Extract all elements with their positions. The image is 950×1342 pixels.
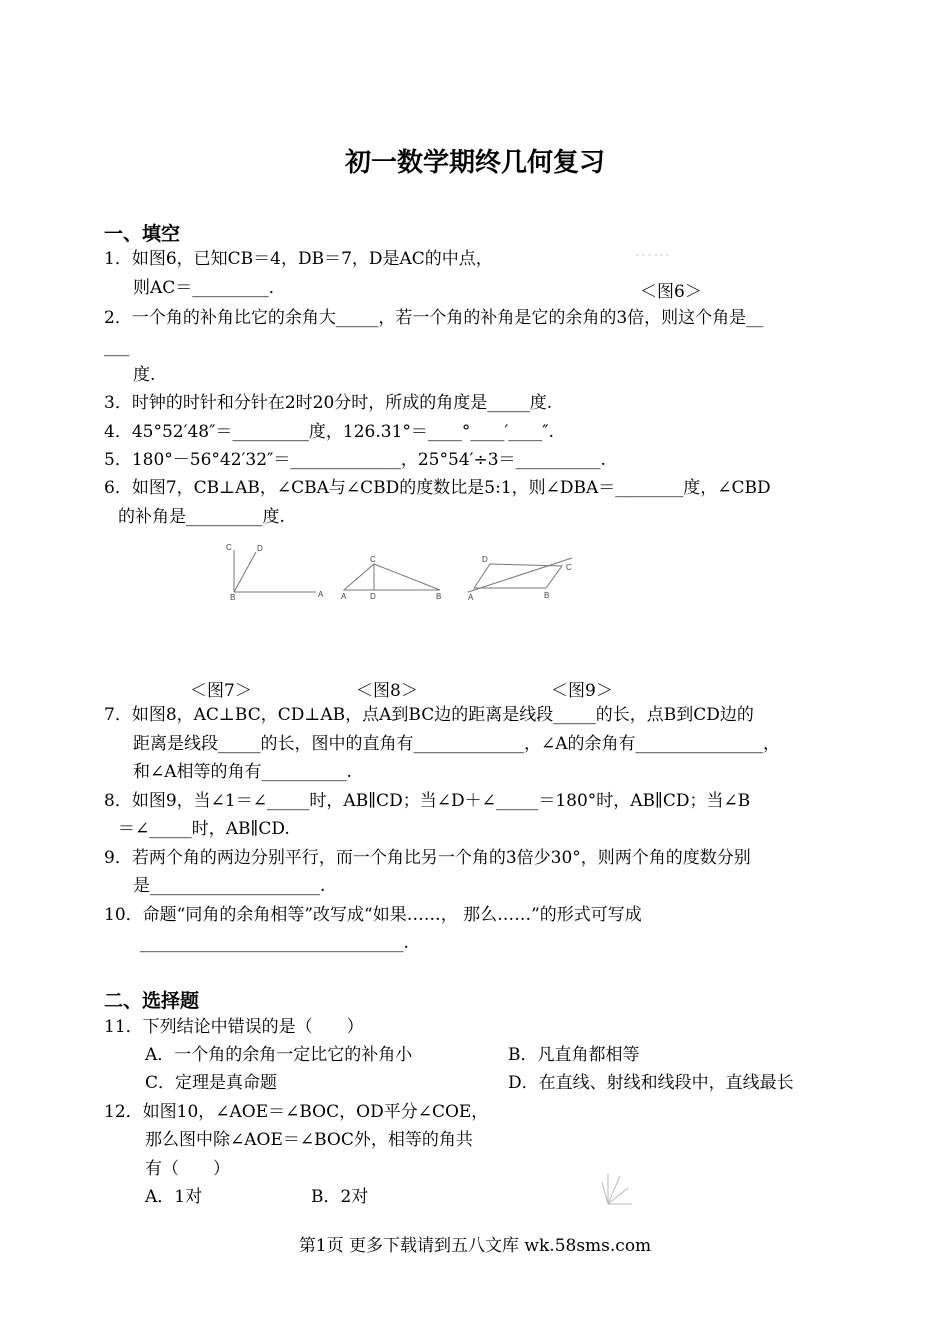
question-1-line-2: 则AC＝_________． <box>133 278 286 298</box>
fig8-label-b: B <box>436 592 442 601</box>
question-6-line-2: 的补角是_________度. <box>118 507 285 527</box>
question-5: 5．180°－56°42′32″＝_____________，25°54′÷3＝__________. <box>104 450 606 470</box>
question-7-line-3: 和∠A相等的角有__________. <box>133 762 352 782</box>
question-7-line-2: 距离是线段_____的长，图中的直角有_____________，∠A的余角有_______________， <box>133 734 781 754</box>
question-6-line-1: 6．如图7，CB⊥AB，∠CBA与∠CBD的度数比是5:1，则∠DBA＝________度，∠CBD <box>104 478 771 498</box>
fig7-label-a: A <box>318 590 324 599</box>
question-2-line-1: 2．一个角的补角比它的余角大_____，若一个角的补角是它的余角的3倍，则这个角是__ <box>104 308 764 328</box>
question-7-line-1: 7．如图8，AC⊥BC，CD⊥AB，点A到BC边的距离是线段_____的长，点B到CD边的 <box>104 705 754 725</box>
question-2-line-3: 度. <box>133 365 156 385</box>
question-12-option-a: A．1对 <box>145 1187 203 1207</box>
figure-7 <box>220 540 330 602</box>
question-4: 4．45°52′48″＝_________度，126.31°＝____°____′____″. <box>104 422 555 442</box>
question-10-line-2: _______________________________. <box>140 933 409 953</box>
question-12-line-3: 有（ ） <box>145 1159 230 1179</box>
fig8-label-a: A <box>341 592 347 601</box>
fig8-label-d: D <box>370 592 376 601</box>
question-11-option-d: D．在直线、射线和线段中，直线最长 <box>508 1073 794 1093</box>
fig9-label-d: D <box>482 555 488 564</box>
figure-8 <box>338 552 450 602</box>
fig9-label-b: B <box>544 591 550 600</box>
question-1-line-1: 1．如图6，已知CB＝4，DB＝7，D是AC的中点， <box>104 249 493 269</box>
question-9-line-2: 是____________________. <box>133 876 326 896</box>
question-8-line-2: ＝∠_____时，AB∥CD. <box>118 819 290 839</box>
figure-6-caption: ＜图6＞ <box>640 282 702 302</box>
question-3: 3．时钟的时针和分针在2时20分时，所成的角度是_____度. <box>104 393 553 413</box>
figure-6 <box>634 252 674 258</box>
question-11-option-c: C．定理是真命题 <box>145 1073 278 1093</box>
figure-9 <box>462 552 582 604</box>
fig7-label-c: C <box>226 543 232 552</box>
figure-10 <box>598 1168 638 1210</box>
figure-8-caption: ＜图8＞ <box>356 681 418 701</box>
question-12-option-b: B．2对 <box>311 1187 369 1207</box>
page-footer: 第1页 更多下载请到五八文库 wk.58sms.com <box>298 1236 652 1256</box>
fig8-label-c: C <box>370 555 376 564</box>
section-heading-multiple-choice: 二、选择题 <box>104 990 200 1012</box>
question-8-line-1: 8．如图9，当∠1＝∠_____时，AB∥CD；当∠D＋∠_____＝180°时，AB∥CD；当∠B <box>104 791 751 811</box>
fig7-label-b: B <box>230 593 236 602</box>
question-2-line-2: ___ <box>104 337 130 357</box>
section-heading-fill-blank: 一、填空 <box>104 223 181 245</box>
figure-9-caption: ＜图9＞ <box>551 681 613 701</box>
figure-7-caption: ＜图7＞ <box>190 681 252 701</box>
fig7-label-d: D <box>257 544 263 553</box>
question-12-line-1: 12．如图10，∠AOE＝∠BOC，OD平分∠COE， <box>104 1102 489 1122</box>
page-title: 初一数学期终几何复习 <box>344 148 605 178</box>
question-11: 11．下列结论中错误的是（ ） <box>104 1017 364 1037</box>
fig9-label-c: C <box>566 563 572 572</box>
fig9-label-a: A <box>468 593 474 602</box>
question-10-line-1: 10．命题“同角的余角相等”改写成“如果……， 那么……”的形式可写成 <box>104 905 642 925</box>
question-12-line-2: 那么图中除∠AOE＝∠BOC外，相等的角共 <box>145 1130 473 1150</box>
question-9-line-1: 9．若两个角的两边分别平行，而一个角比另一个角的3倍少30°，则两个角的度数分别 <box>104 848 751 868</box>
question-11-option-a: A．一个角的余角一定比它的补角小 <box>145 1045 413 1065</box>
question-11-option-b: B．凡直角都相等 <box>508 1045 640 1065</box>
